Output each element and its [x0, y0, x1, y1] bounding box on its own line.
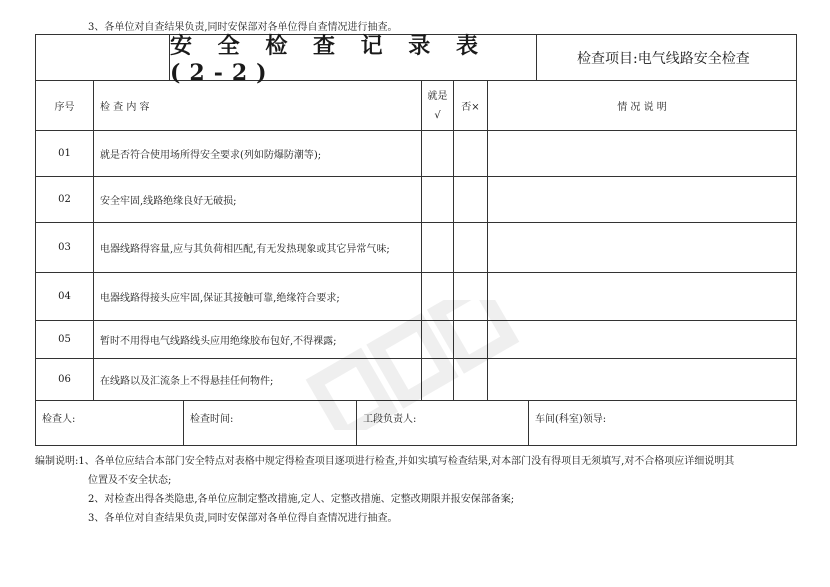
- section-lead-field[interactable]: 工段负责人:: [357, 401, 529, 445]
- yes-cell[interactable]: [422, 131, 454, 176]
- row-number: 06: [36, 359, 94, 400]
- yes-cell[interactable]: [422, 359, 454, 400]
- row-number: 04: [36, 273, 94, 320]
- row-content: 安全牢固,线路绝缘良好无破损;: [94, 177, 422, 222]
- no-cell[interactable]: [454, 321, 488, 358]
- row-number: 05: [36, 321, 94, 358]
- table-row: [36, 273, 796, 321]
- remarks-cell[interactable]: [488, 131, 796, 176]
- top-note: 3、各单位对自查结果负责,同时安保部对各单位得自查情况进行抽查。: [88, 22, 398, 33]
- col-yes: [422, 81, 454, 130]
- remarks-cell[interactable]: [488, 321, 796, 358]
- no-cell[interactable]: [454, 273, 488, 320]
- note-line-1-cont: 位置及不安全状态;: [88, 475, 172, 486]
- note-line-3: 3、各单位对自查结果负责,同时安保部对各单位得自查情况进行抽查。: [88, 513, 398, 524]
- column-header-row: [36, 81, 796, 131]
- blank-corner-cell: [36, 35, 170, 80]
- table-row: [36, 223, 796, 273]
- inspection-project: 检查项目:电气线路安全检查: [577, 50, 750, 67]
- note-line-2: 2、对检查出得各类隐患,各单位应制定整改措施,定人、定整改措施、定整改期限并报安保部备案;: [88, 494, 515, 505]
- remarks-cell[interactable]: [488, 223, 796, 272]
- remarks-cell[interactable]: [488, 177, 796, 222]
- yes-cell[interactable]: [422, 273, 454, 320]
- table-row: [36, 131, 796, 177]
- table-row: [36, 359, 796, 401]
- workshop-lead-field[interactable]: 车间(科室)领导:: [535, 414, 607, 425]
- row-number: 03: [36, 223, 94, 272]
- row-content: 在线路以及汇流条上不得悬挂任何物件;: [94, 359, 422, 400]
- yes-cell[interactable]: [422, 223, 454, 272]
- row-content: 暂时不用得电气线路线头应用绝缘胶布包好,不得裸露;: [94, 321, 422, 358]
- note-line-1: 编制说明:1、各单位应结合本部门安全特点对表格中规定得检查项目逐项进行检查,并如实填写检查结果,对本部门没有得项目无须填写,对不合格项应详细说明其: [35, 456, 735, 467]
- row-content: 电器线路得容量,应与其负荷相匹配,有无发热现象或其它异常气味;: [94, 223, 422, 272]
- check-mark-icon: √: [434, 109, 441, 121]
- remarks-cell[interactable]: [488, 359, 796, 400]
- yes-cell[interactable]: [422, 321, 454, 358]
- yes-cell[interactable]: [422, 177, 454, 222]
- row-number: 02: [36, 177, 94, 222]
- col-remarks: 情 况 说 明: [617, 102, 667, 113]
- title-row: [36, 33, 796, 86]
- table-row: [36, 321, 796, 359]
- preparation-notes: [35, 452, 734, 528]
- inspection-time-field[interactable]: 检查时间:: [184, 401, 357, 445]
- col-content: 检 查 内 容: [94, 81, 422, 130]
- inspector-field[interactable]: 检查人:: [36, 401, 184, 445]
- col-no: 否×: [454, 81, 488, 130]
- table-row: [36, 177, 796, 223]
- row-content: 就是否符合使用场所得安全要求(列如防爆防潮等);: [94, 131, 422, 176]
- inspection-form: [35, 34, 797, 446]
- signature-row: [36, 401, 796, 445]
- col-yes-label: 就是: [427, 90, 448, 102]
- remarks-cell[interactable]: [488, 273, 796, 320]
- no-cell[interactable]: [454, 223, 488, 272]
- no-cell[interactable]: [454, 177, 488, 222]
- no-cell[interactable]: [454, 359, 488, 400]
- row-number: 01: [36, 131, 94, 176]
- form-title: 安 全 检 查 记 录 表 (2-2): [170, 35, 537, 80]
- no-cell[interactable]: [454, 131, 488, 176]
- col-seq: 序号: [36, 81, 94, 130]
- row-content: 电器线路得接头应牢固,保证其接触可靠,绝缘符合要求;: [94, 273, 422, 320]
